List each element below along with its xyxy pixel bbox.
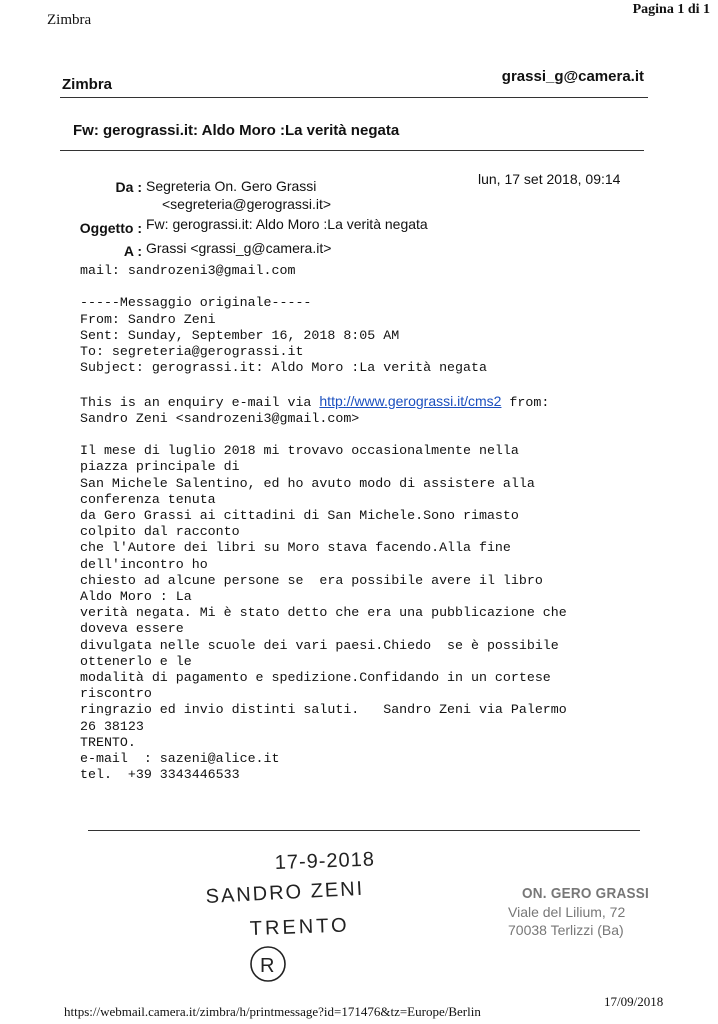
message-line: colpito dal racconto	[80, 524, 240, 540]
print-date: 17/09/2018	[604, 994, 664, 1009]
to-value: Grassi <grassi_g@camera.it>	[146, 240, 332, 256]
message-line: TRENTO.	[80, 734, 136, 750]
message-line: Il mese di luglio 2018 mi trovavo occasionalmente nella	[80, 443, 519, 459]
print-url: https://webmail.camera.it/zimbra/h/printmessage?id=171476&tz=Europe/Berlin	[64, 1004, 481, 1019]
message-line: tel. +39 3343446533	[80, 767, 240, 783]
message-line: dell'incontro ho	[80, 556, 208, 572]
original-subject: Subject: gerograssi.it: Aldo Moro :La verità negata	[80, 360, 487, 376]
enquiry-prefix: This is an enquiry e-mail via	[80, 394, 320, 410]
message-line: Aldo Moro : La	[80, 589, 192, 605]
message-date: lun, 17 set 2018, 09:14	[478, 171, 621, 187]
message-line: chiesto ad alcune persone se era possibile avere il libro	[80, 572, 543, 588]
body-divider	[88, 830, 640, 831]
message-line: conferenza tenuta	[80, 491, 216, 507]
mail-app-title: Zimbra	[62, 76, 113, 93]
message-body	[80, 263, 680, 784]
original-to: To: segreteria@gerograssi.it	[80, 344, 304, 360]
to-label: A :	[123, 243, 142, 259]
mail-line: mail: sandrozeni3@gmail.com	[80, 263, 296, 278]
subject-divider	[60, 150, 644, 151]
stamp-address: Viale del Lilium, 72	[508, 904, 626, 920]
original-from: From: Sandro Zeni	[80, 311, 216, 327]
message-line: 26 38123	[80, 718, 144, 734]
original-sent: Sent: Sunday, September 16, 2018 8:05 AM	[80, 327, 400, 343]
message-line: doveva essere	[80, 621, 184, 637]
subject-label: Oggetto :	[79, 220, 142, 236]
message-subject-title: Fw: gerograssi.it: Aldo Moro :La verità negata	[73, 122, 400, 139]
message-line: riscontro	[80, 686, 152, 702]
stamp-name: ON. GERO GRASSI	[522, 885, 650, 902]
message-line: e-mail : sazeni@alice.it	[80, 751, 280, 767]
handwritten-name: SANDRO ZENI	[205, 877, 365, 908]
message-line: divulgata nelle scuole dei vari paesi.Chiedo se è possibile	[80, 637, 559, 653]
message-line: che l'Autore dei libri su Moro stava facendo.Alla fine	[80, 540, 511, 556]
from-label: Da :	[115, 179, 142, 195]
message-line: verità negata. Mi è stato detto che era una pubblicazione che	[80, 605, 567, 621]
handwritten-note	[190, 845, 420, 985]
from-name: Segreteria On. Gero Grassi	[146, 178, 317, 194]
from-email: <segreteria@gerograssi.it>	[162, 196, 332, 212]
handwritten-date: 17-9-2018	[274, 848, 376, 874]
page-number: Pagina 1 di 1	[632, 2, 710, 17]
original-separator: -----Messaggio originale-----	[80, 295, 312, 311]
print-app-name: Zimbra	[47, 12, 92, 28]
stamp-city: 70038 Terlizzi (Ba)	[508, 922, 624, 938]
message-line: piazza principale di	[80, 459, 240, 475]
office-stamp	[508, 885, 688, 938]
message-line: ottenerlo e le	[80, 653, 192, 669]
subject-value: Fw: gerograssi.it: Aldo Moro :La verità negata	[146, 216, 428, 232]
enquiry-sender: Sandro Zeni <sandrozeni3@gmail.com>	[80, 410, 360, 426]
handwritten-city: TRENTO	[249, 914, 350, 940]
message-line: ringrazio ed invio distinti saluti. Sandro Zeni via Palermo	[80, 702, 567, 718]
message-line: modalità di pagamento e spedizione.Confidando in un cortese	[80, 670, 551, 686]
message-text	[80, 443, 567, 782]
message-line: da Gero Grassi ai cittadini di San Michele.Sono rimasto	[80, 508, 519, 524]
message-line: San Michele Salentino, ed ho avuto modo di assistere alla	[80, 475, 535, 491]
header-divider	[60, 97, 648, 98]
handwritten-mark: R	[260, 955, 275, 977]
account-email: grassi_g@camera.it	[501, 68, 644, 85]
enquiry-link[interactable]: http://www.gerograssi.it/cms2	[319, 392, 502, 409]
enquiry-suffix: from:	[501, 394, 550, 410]
